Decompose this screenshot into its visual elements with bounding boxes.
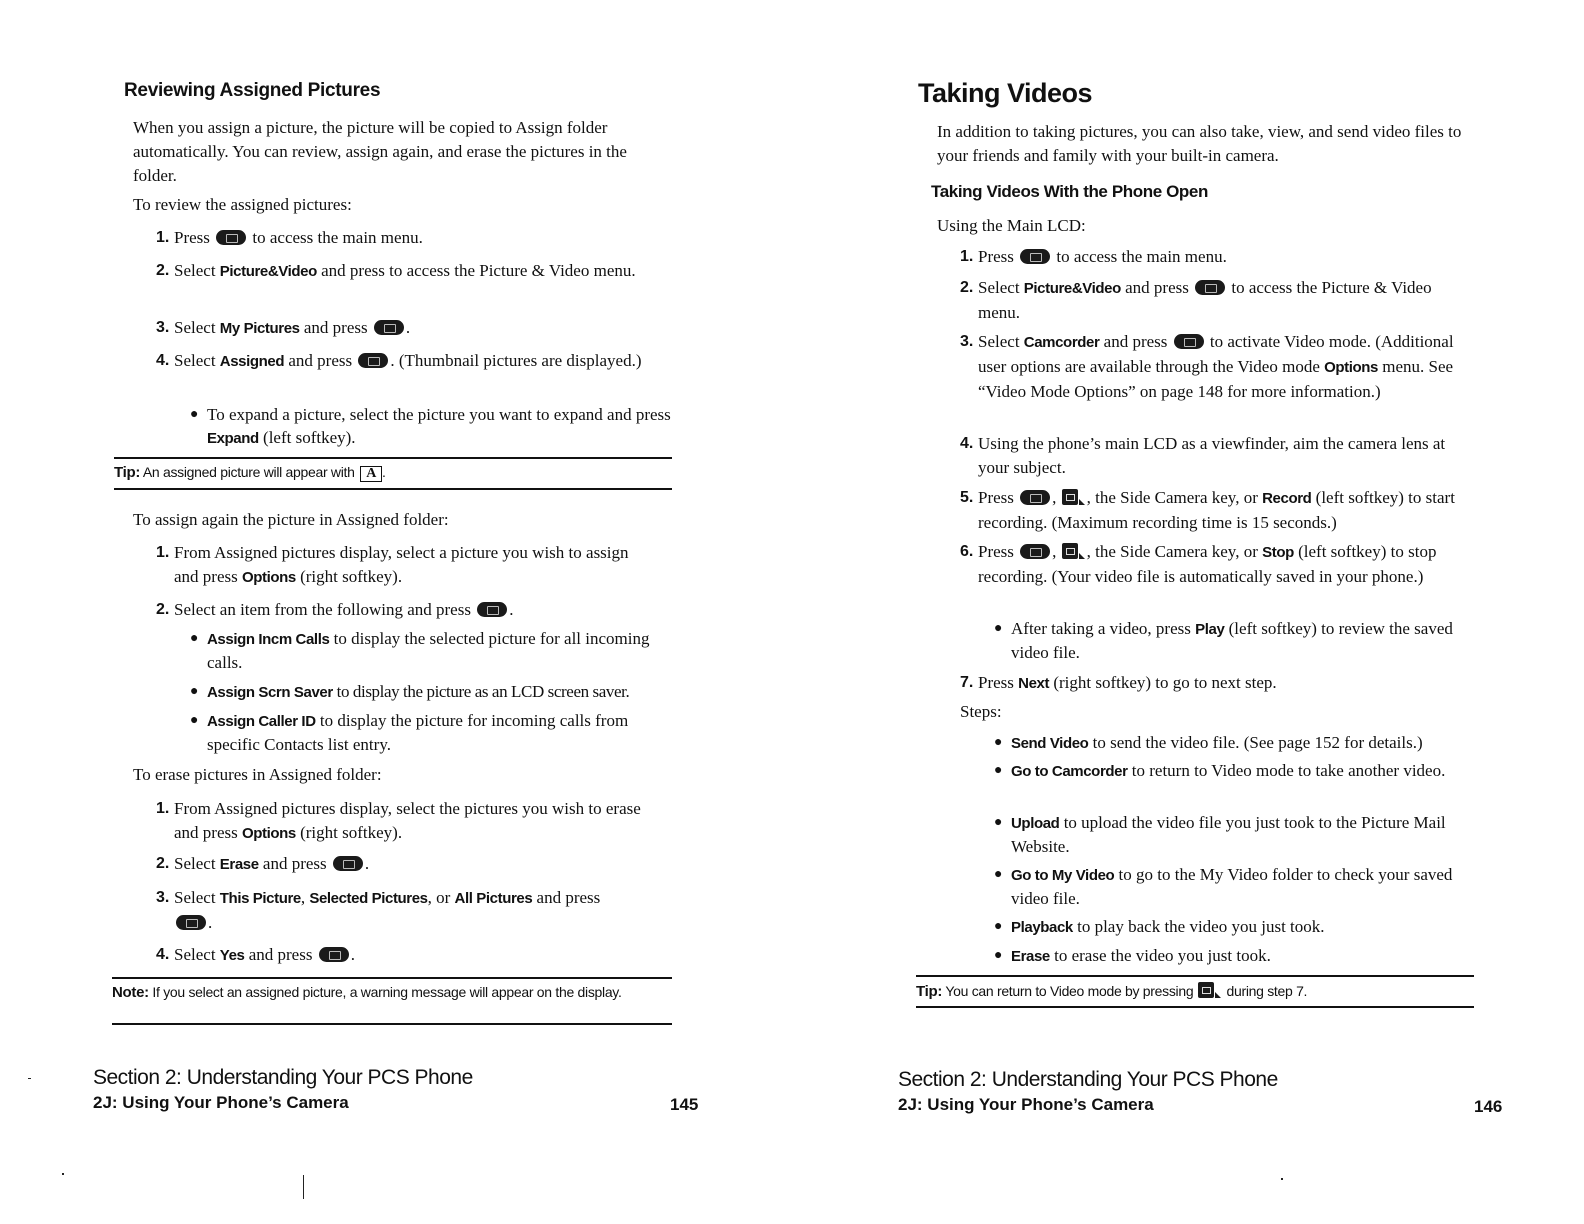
review-step-4-bullet: ● To expand a picture, select the picture you want to expand and press Expand (left softkey). [190,405,671,447]
menu-ok-key-icon [477,602,507,617]
menu-ok-key-icon [216,230,246,245]
bullet-icon: ● [190,631,199,646]
menu-ok-key-icon [333,856,363,871]
step-number: 3. [156,319,170,336]
review-step-3: 3. Select My Pictures and press . [156,316,676,341]
scan-artifact-mark [28,1078,31,1079]
footer-chapter: 2J: Using Your Phone’s Camera [898,1095,1154,1114]
video-step-4: 4. Using the phone’s main LCD as a viewfinder, aim the camera lens at your subject. [960,434,1446,477]
tip-box: Tip: An assigned picture will appear with A . [114,464,386,481]
step-number: 2. [156,855,170,872]
tip-top-rule [114,457,672,459]
step-number: 4. [156,352,170,369]
side-camera-key-icon [1062,489,1078,505]
bullet-icon: ● [994,621,1003,636]
side-camera-key-icon [1198,982,1214,998]
menu-ok-key-icon [358,353,388,368]
footer-section: Section 2: Understanding Your PCS Phone [898,1068,1278,1091]
review-step-4: 4. Select Assigned and press . (Thumbnail pictures are displayed.) [156,349,656,374]
review-intro: To review the assigned pictures: [133,195,352,214]
video-step-2: 2. Select Picture&Video and press to access the Picture & Video menu. [960,278,1432,322]
video-step-3: 3. Select Camcorder and press to activate Video mode. (Additional user options are available through the Video mode Options menu. See “Video Mode Options” on page 148 for more information.) [960,332,1454,401]
intro-paragraph: In addition to taking pictures, you can also take, view, and send video files to your friends and family with your built-in camera. [937,122,1462,165]
step-number: 2. [156,601,170,618]
assign-option-caller-id: ● Assign Caller ID to display the picture for incoming calls from specific Contacts list entry. [190,711,629,754]
page-number: 146 [1474,1097,1503,1116]
menu-ok-key-icon [1020,249,1050,264]
tip-box: Tip: You can return to Video mode by pressing during step 7. [916,983,1308,1000]
bullet-icon: ● [994,815,1003,830]
note-box: Note: If you select an assigned picture, a warning message will appear on the display. [112,984,622,1001]
bullet-icon: ● [994,919,1003,934]
intro-paragraph: When you assign a picture, the picture will be copied to Assign folder automatically. You can review, assign again, and erase the pictures in the folder. [133,118,627,185]
page-number: 145 [670,1095,699,1114]
menu-ok-key-icon [176,915,206,930]
menu-ok-key-icon [1020,544,1050,559]
step-number: 1. [156,229,170,246]
menu-ok-key-icon [1174,334,1204,349]
scan-artifact-mark [1281,1178,1283,1180]
side-camera-key-icon [1062,543,1078,559]
option-go-to-my-video: ● Go to My Video to go to the My Video folder to check your saved video file. [994,865,1453,908]
menu-ok-key-icon [1020,490,1050,505]
step-number: 2. [960,279,974,296]
bullet-icon: ● [994,763,1003,778]
bullet-icon: ● [994,867,1003,882]
assign-step-1: 1. From Assigned pictures display, select a picture you wish to assign and press Options (right softkey). [156,543,629,586]
review-step-2: 2. Select Picture&Video and press to access the Picture & Video menu. [156,259,656,284]
erase-step-2: 2. Select Erase and press . [156,852,676,877]
bullet-icon: ● [994,948,1003,963]
assigned-badge-icon: A [360,466,382,482]
bullet-icon: ● [190,407,199,422]
option-go-to-camcorder: ● Go to Camcorder to return to Video mode to take another video. [994,761,1446,780]
footer-chapter: 2J: Using Your Phone’s Camera [93,1093,349,1112]
bullet-icon: ● [994,735,1003,750]
section-heading: Reviewing Assigned Pictures [124,80,381,101]
erase-step-3: 3. Select This Picture, Selected Pictures, or All Pictures and press . [156,888,601,932]
step-number: 4. [960,435,974,452]
using-label: Using the Main LCD: [937,216,1086,235]
video-step-1: 1. Press to access the main menu. [960,245,1460,269]
option-playback: ● Playback to play back the video you just took. [994,917,1325,936]
steps-label: Steps: [960,702,1002,721]
footer-section: Section 2: Understanding Your PCS Phone [93,1066,473,1089]
tip-bottom-rule [916,1006,1474,1008]
assign-intro: To assign again the picture in Assigned folder: [133,510,449,529]
note-top-rule [112,977,672,979]
option-send-video: ● Send Video to send the video file. (See page 152 for details.) [994,733,1423,752]
assign-option-scrn-saver: ● Assign Scrn Saver to display the picture as an LCD screen saver. [190,682,630,701]
step-number: 1. [156,544,170,561]
bullet-icon: ● [190,713,199,728]
menu-ok-key-icon [374,320,404,335]
menu-ok-key-icon [319,947,349,962]
video-step-6-bullet: ● After taking a video, press Play (left softkey) to review the saved video file. [994,619,1453,662]
video-step-7: 7. Press Next (right softkey) to go to next step. [960,671,1460,696]
erase-step-4: 4. Select Yes and press . [156,943,676,968]
scan-artifact-mark [62,1173,64,1175]
tip-top-rule [916,975,1474,977]
step-number: 3. [960,333,974,350]
assign-step-2: 2. Select an item from the following and press . [156,598,676,622]
step-number: 4. [156,946,170,963]
erase-step-1: 1. From Assigned pictures display, select the pictures you wish to erase and press Options (right softkey). [156,799,641,842]
step-number: 5. [960,489,974,506]
note-bottom-rule [112,1023,672,1025]
subsection-heading: Taking Videos With the Phone Open [931,182,1208,201]
step-number: 7. [960,674,974,691]
step-number: 6. [960,543,974,560]
assign-option-incm-calls: ● Assign Incm Calls to display the selected picture for all incoming calls. [190,629,650,672]
step-number: 2. [156,262,170,279]
tip-bottom-rule [114,488,672,490]
page-title: Taking Videos [918,78,1093,108]
review-step-1: 1. Press to access the main menu. [156,226,676,250]
step-number: 1. [960,248,974,265]
scan-artifact-mark [303,1175,304,1199]
step-number: 1. [156,800,170,817]
menu-ok-key-icon [1195,280,1225,295]
option-erase: ● Erase to erase the video you just took. [994,946,1271,965]
step-number: 3. [156,889,170,906]
erase-intro: To erase pictures in Assigned folder: [133,765,382,784]
video-step-5: 5. Press , , the Side Camera key, or Record (left softkey) to start recording. (Maximum recording time is 15 seconds.) [960,488,1455,532]
video-step-6: 6. Press , , the Side Camera key, or Stop (left softkey) to stop recording. (Your video file is automatically saved in your phone.) [960,542,1437,586]
option-upload: ● Upload to upload the video file you just took to the Picture Mail Website. [994,813,1446,856]
bullet-icon: ● [190,684,199,699]
